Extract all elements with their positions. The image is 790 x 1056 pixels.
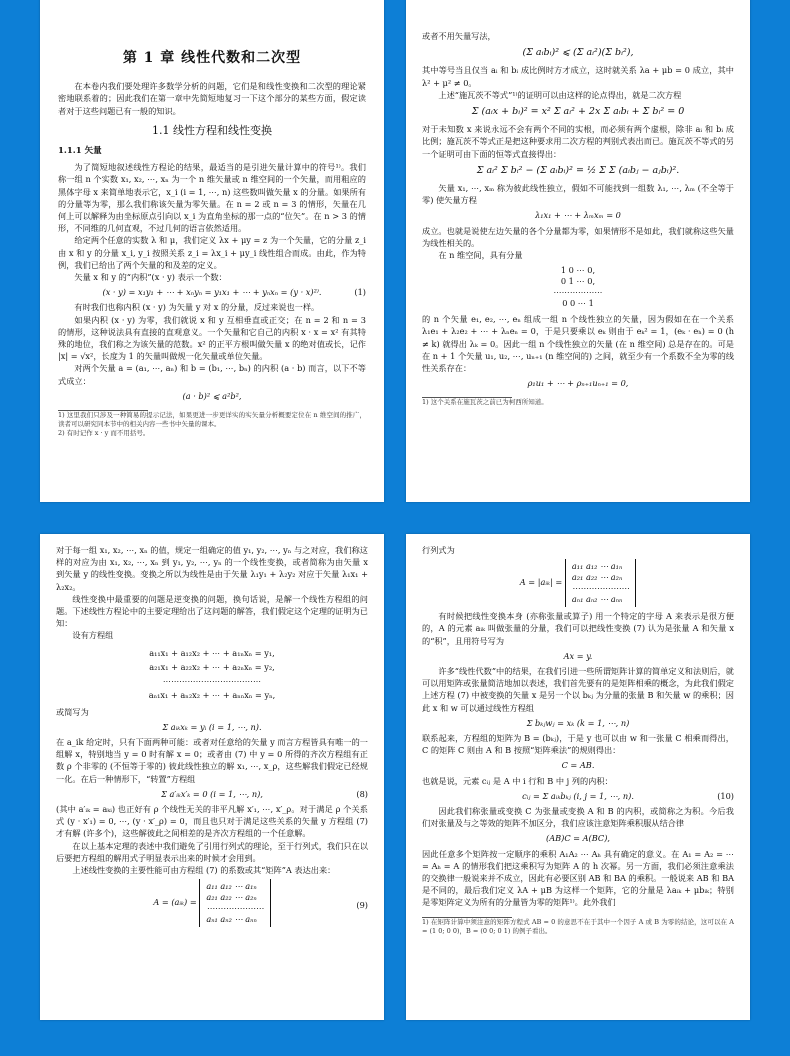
matrix-row: ⋯⋯⋯⋯⋯⋯⋯: [206, 903, 264, 914]
chapter-intro: 在本卷内我们要处理许多数学分析的问题，它们是和线性变换和二次型的理论紧密地联系着的；因此我们在第一章中先简短地复习一下这个部分的某些方面，假定读者对于这些问题已有一般的知识。: [58, 81, 366, 116]
array-row: 1 0 ⋯ 0,: [560, 265, 596, 276]
equation: (Σ aᵢbᵢ)² ⩽ (Σ aᵢ²)(Σ bᵢ²),: [522, 47, 634, 59]
equation: ρ₁u₁ + ⋯ + ρₙ₊₁uₙ₊₁ = 0,: [527, 378, 629, 389]
paragraph: 对于每一组 x₁, x₂, ⋯, xₙ 的值，规定一组确定的值 y₁, y₂, ⋯, yₙ 与之对应，我们称这样的对应为由 x₁, x₂, ⋯, xₙ 到 y₁, y₂, ⋯, yₙ 的一个线性变换，或者简称为由矢量 x 到矢量 y 的线性变换。变换之所以为线性是由于矢量 λ₁y₁ + λ₂y₂ 对应于矢量 λ₁x₁ + λ₂x₂。: [56, 545, 368, 592]
paragraph: 对两个矢量 a = (a₁, ⋯, aₙ) 和 b = (b₁, ⋯, bₙ) 的内积 (a · b) 而言，以下不等式成立：: [58, 363, 366, 386]
chapter-title: 第 1 章 线性代数和二次型: [122, 50, 302, 66]
paragraph: 在以上基本定理的表述中我们避免了引用行列式的理论，至于行列式，我们只在以后要把方程组的解用式子明显表示出来的时候才会用到。: [56, 840, 368, 863]
paragraph: 联系起来，方程组的矩阵为 B = (bₖⱼ)，于是 y 也可以由 w 和一张量 C 相乘而得出，C 的矩阵 C 则由 A 和 B 按照“矩阵乘法”的规则得出：: [422, 733, 734, 756]
section-heading: 1.1 线性方程和线性变换: [152, 123, 272, 137]
equation: [58, 286, 366, 298]
paragraph: 或者不用矢量写法，: [422, 31, 496, 41]
matrix-row: a₁₁ a₁₂ ⋯ a₁ₙ: [571, 561, 623, 572]
matrix-equation: [56, 879, 368, 927]
system-row: aₙ₁x₁ + aₙ₂x₂ + ⋯ + aₙₙxₙ = yₙ,: [148, 689, 276, 700]
equation: Σ (aᵢx + bᵢ)² = x² Σ aᵢ² + 2x Σ aᵢbᵢ + Σ bᵢ² = 0: [471, 106, 685, 118]
paragraph: 也就是说，元素 cᵢⱼ 是 A 中 i 行和 B 中 j 列的内积：: [422, 775, 613, 786]
paragraph: 设有方程组: [72, 630, 114, 641]
paragraph: 或简写为: [56, 706, 89, 717]
determinant-equation: [422, 559, 734, 607]
footnote: 1) 这里我们只涉及一种简易的提示记法，如果更进一步更详实的实矢量分析概要定位在 n 维空间的推广，读者可以研究同本节中的相关内容一些书中矢量的课本。: [58, 411, 366, 429]
paragraph: 线性变换中最重要的问题是逆变换的问题，换句话说，是解一个线性方程组的问题。下述线性方程论中的主要定理给出了这问题的解答，我们假定这个定理的证明为已知：: [56, 593, 368, 629]
array-row: 0 0 ⋯ 1: [562, 298, 594, 309]
equation-body: (x · y) = x₁y₁ + ⋯ + xₙyₙ = y₁x₁ + ⋯ + yₙxₙ = (y · x)²⁾.: [102, 287, 322, 298]
paragraph: 因此任意多个矩阵按一定顺序的乘积 A₁A₂ ⋯ Aₕ 具有确定的意义。在 A₁ = A₂ = ⋯ = Aₕ = A 的情形我们把这乘积写为矩阵 A 的 h 次幂。另一方面，我们必须注意乘法的交换律一般说来并不成立，因此有必要区别 AB 和 BA 的乘积。一般说来 AB 和 BA 是不同的，最后我们定义 λA + μB 为这样一个矩阵，它的分量是 λaᵢₖ + μbᵢₖ；特别是零矩阵定义为所有的分量皆为零的矩阵¹⁾。此外我们: [422, 848, 734, 908]
equation-number: (9): [356, 900, 368, 911]
equation-body: cᵢⱼ = Σ aᵢₖbₖⱼ (i, j = 1, ⋯, n).: [522, 790, 634, 801]
unit-vector-array: [422, 265, 734, 309]
equation-system: [56, 646, 368, 702]
matrix-row: a₂₁ a₂₂ ⋯ a₂ₙ: [206, 892, 257, 903]
matrix-lhs: A = (aᵢₖ) =: [153, 897, 197, 908]
coefficient-matrix: [199, 879, 270, 927]
system-row: a₂₁x₁ + a₂₂x₂ + ⋯ + a₂ₙxₙ = y₂,: [149, 661, 275, 672]
system-row: ⋯⋯⋯⋯⋯⋯⋯⋯⋯⋯⋯⋯: [162, 675, 262, 686]
footnote: 2) 有时记作 x · y 而不用括号。: [58, 429, 150, 438]
paragraph: 的 n 个矢量 e₁, e₂, ⋯, eₙ 组成一组 n 个线性独立的矢量，因为假如在在一个关系 λ₁e₁ + λ₂e₂ + ⋯ + λₙeₙ = 0，于是只要乘以 eₖ 则由于 eₖ² = 1，(eₖ · eₕ) = 0 (h ≠ k) 就得出 λₖ = 0。因此一组 n 个线性独立的矢量 (在 n 维空间) 总是存在的。可是在 n + 1 个矢量 u₁, u₂, ⋯, uₙ₊₁ (n 维空间的) 之间，就至少有一个系数不全为零的线性关系存在：: [422, 314, 734, 374]
paragraph: 上述线性变换的主要性能可由方程组 (7) 的系数或其“矩阵”A 表达出来：: [72, 865, 336, 876]
paragraph: 其中等号当且仅当 aᵢ 和 bᵢ 成比例时方才成立，这时就关系 λa + μb = 0 成立，其中 λ² + μ² ≠ 0。: [422, 65, 734, 88]
paragraph: 成立。也就是说使左边矢量的各个分量都为零，如果情形不是如此，我们就称这些矢量为线性相关的。: [422, 225, 734, 248]
matrix-row: aₙ₁ aₙ₂ ⋯ aₙₙ: [571, 594, 623, 605]
footnote: 1) 在矩阵计算中须注意的矩阵方程式 AB = 0 的意思不在于其中一个因子 A 或 B 为零的结论，这可以在 A = (1 0; 0 0)，B = (0 0; 0 1) 的例子看出。: [422, 917, 734, 935]
equation: Σ aᵢ² Σ bᵢ² − (Σ aᵢbᵢ)² = ½ Σ Σ (aᵢbⱼ − aⱼbᵢ)².: [476, 164, 680, 176]
matrix-row: a₁₁ a₁₂ ⋯ a₁ₙ: [206, 881, 257, 892]
equation: λ₁x₁ + ⋯ + λₘxₘ = 0: [535, 210, 621, 221]
determinant-matrix: [565, 559, 636, 607]
matrix-row: aₙ₁ aₙ₂ ⋯ aₙₙ: [206, 914, 257, 925]
array-row: 0 1 ⋯ 0,: [560, 276, 596, 287]
paragraph: 行列式为: [422, 545, 455, 555]
equation: [56, 788, 368, 800]
page-2: [406, 0, 750, 502]
subsection-heading: 1.1.1 矢量: [58, 146, 102, 157]
equation-body: Σ a′ᵢₖx′ₖ = 0 (i = 1, ⋯, n),: [161, 788, 263, 799]
equation: C = AB.: [561, 760, 595, 771]
paragraph: 因此我们称张量或变换 C 为张量或变换 A 和 B 的内积，或简称之为积。今后我们对张量及与之等效的矩阵不加区分，我们应该注意矩阵乘积服从结合律: [422, 806, 734, 829]
determinant-lhs: A = |aᵢₖ| =: [519, 577, 563, 588]
equation: Σ aᵢₖxₖ = yᵢ (i = 1, ⋯, n).: [162, 721, 262, 732]
equation-number: (1): [354, 287, 366, 298]
equation: (a · b)² ⩽ a²b²,: [182, 390, 242, 401]
array-row: ⋯⋯⋯⋯⋯⋯: [553, 287, 603, 298]
paragraph: (其中 a′ᵢₖ = aₖᵢ) 也正好有 ρ 个线性无关的非平凡解 x′₁, ⋯, x′_ρ。对于满足 ρ 个关系式 (y · x′₁) = 0, ⋯, (y · x′_ρ) = 0，而且也只对于满足这些关系的矢量 y 方程组 (7) 才有解 (许多个)，这些解彼此之间相差的是齐次方程组的一个任意解。: [56, 804, 368, 839]
paragraph: 在 n 维空间，具有分量: [438, 250, 523, 261]
equation-number: (8): [356, 788, 368, 799]
footnote: 1) 这个关系在施瓦茨之前已为柯西所知道。: [422, 398, 548, 407]
paragraph: 如果内积 (x · y) 为零，我们就说 x 和 y 互相垂直或正交；在 n = 2 和 n = 3 的情形，这种说法具有直接的直观意义。一个矢量和它自己的内积 x · x = x² 有其特殊的地位，我们称之为该矢量的范数。x² 的正平方根叫做矢量 x 的绝对值或长，记作 |x| = √x²，长度为 1 的矢量叫做规一化矢量或单位矢量。: [58, 314, 366, 362]
equation: Σ bₖⱼwⱼ = xₖ (k = 1, ⋯, n): [526, 717, 630, 728]
paragraph: 许多“线性代数”中的结果，在我们引进一些所谓矩阵计算的简单定义和法则后，就可以用矩阵或张量简洁地加以表述，我们首先要有的是矩阵相乘的概念，为此我们假定上述方程 (7) 中被变换的矢量 x 是另一个以 bₖⱼ 为分量的张量 B 和矢量 w 的乘积；因此 x 和 w 可以通过线性方程组: [422, 666, 734, 713]
paragraph: 矢量 x₁, ⋯, xₘ 称为彼此线性独立，假如不可能找到一组数 λ₁, ⋯, λₘ (不全等于零) 使矢量方程: [422, 183, 734, 206]
paragraph: 对于未知数 x 来说永远不会有两个不同的实根，而必须有两个虚根，除非 aᵢ 和 bᵢ 成比例；施瓦茨不等式正是把这种要求用二次方程的判别式表出而已。施瓦茨不等式的另一个证明可由下面的恒等式直接得出：: [422, 124, 734, 159]
paragraph: 为了简短地叙述线性方程论的结果，最适当的是引进矢量计算中的符号¹⁾。我们称一组 n 个实数 x₁, x₂, ⋯, xₙ 为一个 n 维矢量或 n 维空间的一个矢量，而用粗应的黑体字母 x 来简单地表示它，x_i (i = 1, ⋯, n) 这些数叫做矢量 x 的分量。如果所有的分量等为零，那么我们称该矢量为零矢量。在 n = 2 或 n = 3 的情形，矢量在几何上可以解释为由坐标原点引向以 x_i 为直角坐标的那一点的“位矢”。在 n > 3 的情形，不同维的几何直观，不过几何的语言依然适用。: [58, 162, 366, 234]
paragraph: 上述“施瓦茨不等式”¹⁾的证明可以由这样的论点得出，就是二次方程: [438, 89, 682, 100]
equation: (AB)C = A(BC),: [546, 833, 610, 844]
paragraph: 有时我们也称内积 (x · y) 为矢量 y 对 x 的分量，反过来说也一样。: [74, 302, 320, 313]
system-row: a₁₁x₁ + a₁₂x₂ + ⋯ + a₁ₙxₙ = y₁,: [149, 647, 275, 658]
page-3: [40, 534, 384, 1020]
paragraph: 矢量 x 和 y 的“内积”(x · y) 表示一个数：: [74, 272, 227, 283]
matrix-row: a₂₁ a₂₂ ⋯ a₂ₙ: [571, 572, 623, 583]
paragraph: 在 a_ik 给定时，只有下面两种可能：或者对任意给的矢量 y 而言方程皆具有唯一的一组解 x，特别地当 y = 0 时有解 x = 0；或者由 (7) 中 y = 0 所得的齐次方程组有正数 ρ 个非零的 (不恒等于零的) 彼此线性独立的解 x₁, ⋯, x_ρ，这些解我们假定已经规一化。在后一种情形下，“转置”方程组: [56, 737, 368, 784]
matrix-row: ⋯⋯⋯⋯⋯⋯⋯: [571, 583, 630, 594]
paragraph: 给定两个任意的实数 λ 和 μ，我们定义 λx + μy = z 为一个矢量，它的分量 z_i 由 x 和 y 的分量 x_i, y_i 按照关系 z_i = λx_i + μy_i 线性组合而成。由此，作为特例，我们已给出了两个矢量的和及差的定义。: [58, 235, 366, 270]
equation-number: (10): [717, 790, 734, 801]
page-4: [406, 534, 750, 1020]
equation: Ax = y.: [563, 650, 593, 661]
paragraph: 有时候把线性变换本身 (亦称张量或算子) 用一个特定的字母 A 来表示是很方便的，A 的元素 aᵢₖ 叫做张量的分量，我们可以把线性变换 (7) 认为是张量 A 和矢量 x 的“积”，且用符号写为: [422, 611, 734, 646]
equation: [422, 790, 734, 802]
page-1: [40, 0, 384, 502]
